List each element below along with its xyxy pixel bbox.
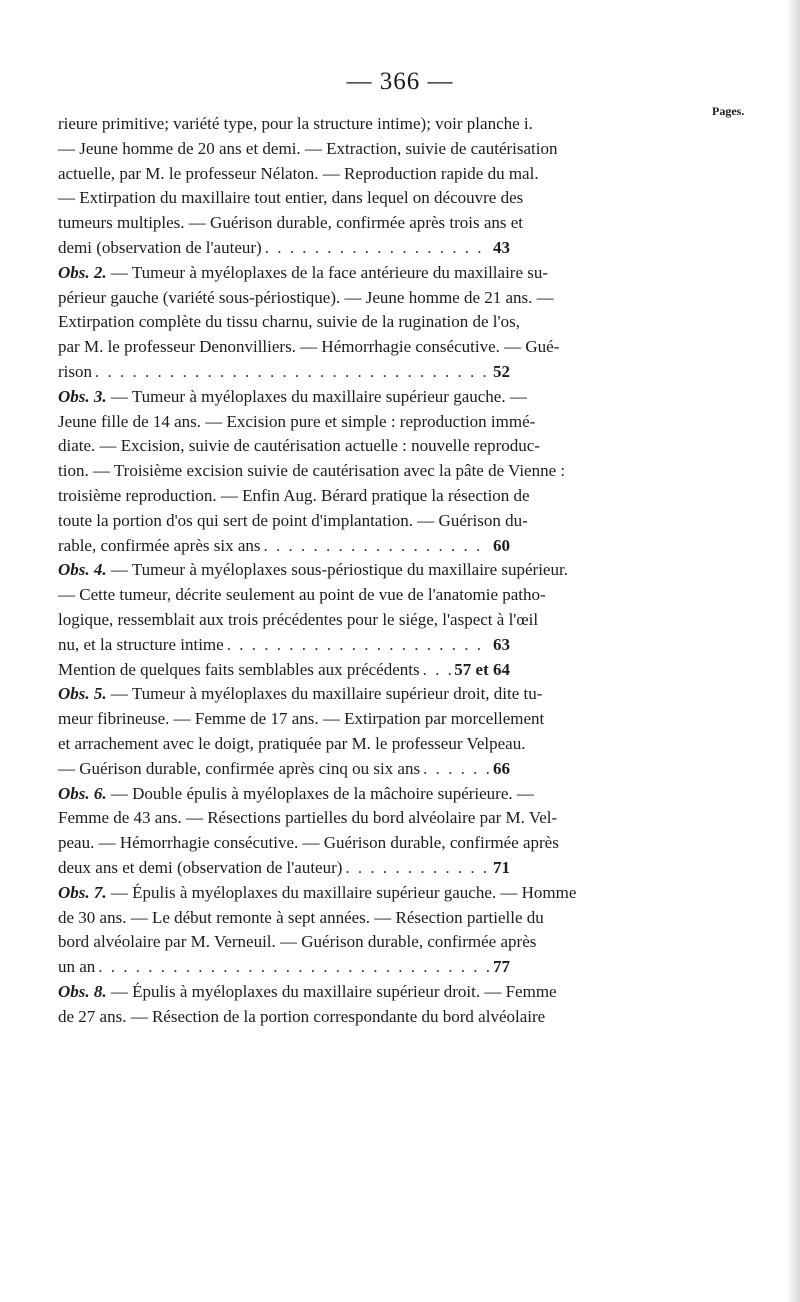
dot-leader	[95, 360, 490, 384]
observation-label: Obs. 6.	[58, 783, 107, 803]
dot-leader	[227, 633, 490, 657]
line-text	[58, 188, 523, 207]
line-body: par M. le professeur Denonvilliers. — Hémorrhagie consécutive. — Gué-	[58, 337, 560, 357]
line-text	[58, 982, 557, 1001]
line-body: tion. — Troisième excision suivie de cautérisation avec la pâte de Vienne :	[58, 461, 566, 481]
line-body: — Tumeur à myéloplaxes sous-périostique du maxillaire supérieur.	[106, 560, 568, 580]
line-body: rable, confirmée après six ans	[58, 535, 261, 555]
line-text	[58, 164, 539, 183]
observation-label: Obs. 3.	[58, 386, 107, 406]
toc-entry-line	[58, 856, 510, 880]
line-body: — Tumeur à myéloplaxes de la face antérieure du maxillaire su-	[106, 262, 549, 282]
text-line	[58, 906, 544, 930]
text-line	[58, 112, 533, 136]
line-body: meur fibrineuse. — Femme de 17 ans. — Extirpation par morcellement	[58, 709, 545, 729]
toc-entry-line	[58, 236, 510, 260]
line-body: périeur gauche (variété sous-périostique). — Jeune homme de 21 ans. —	[58, 287, 554, 307]
dot-leader	[423, 658, 452, 682]
page-reference: 71	[493, 858, 510, 877]
text-line	[58, 459, 566, 483]
toc-entry-line	[58, 534, 510, 558]
line-body: peau. — Hémorrhagie consécutive. — Guérison durable, confirmée après	[58, 833, 559, 853]
line-text	[58, 784, 534, 803]
line-body: un an	[58, 957, 96, 977]
observation-label: Obs. 5.	[58, 684, 107, 704]
dot-leader	[265, 236, 490, 260]
line-text	[58, 337, 559, 356]
toc-entry-line	[58, 360, 510, 384]
text-line	[58, 782, 534, 806]
line-text	[58, 288, 554, 307]
text-line	[58, 806, 558, 830]
line-body: et arrachement avec le doigt, pratiquée par M. le professeur Velpeau.	[58, 734, 526, 753]
line-text	[58, 263, 548, 282]
text-line	[58, 608, 539, 632]
page-reference: 63	[493, 634, 510, 654]
line-body: logique, ressemblait aux trois précédentes pour le siége, l'aspect à l'œil	[58, 610, 539, 629]
text-line	[58, 831, 559, 855]
line-body: Femme de 43 ans. — Résections partielles du bord alvéolaire par M. Vel-	[58, 808, 558, 828]
line-text	[58, 560, 568, 579]
line-text	[58, 461, 565, 480]
text-line	[58, 484, 530, 508]
page-reference: 43	[493, 238, 510, 257]
line-text	[58, 633, 224, 657]
line-body: nu, et la structure intime	[58, 634, 224, 654]
text-line	[58, 509, 528, 533]
line-text	[58, 808, 557, 827]
text-line	[58, 310, 520, 334]
line-text	[58, 312, 520, 331]
line-body: de 27 ans. — Résection de la portion correspondante du bord alvéolaire	[58, 1006, 546, 1026]
line-body: — Cette tumeur, décrite seulement au point de vue de l'anatomie patho-	[58, 585, 546, 605]
toc-entry-line	[58, 757, 510, 781]
pages-column-label: Pages.	[712, 104, 745, 118]
line-text	[58, 610, 538, 629]
dot-leader	[98, 955, 490, 979]
line-text	[58, 236, 262, 260]
line-body: Mention de quelques faits semblables aux précédents	[58, 659, 420, 679]
page-number: — 366 —	[346, 68, 454, 95]
text-line	[58, 335, 560, 359]
text-line	[58, 682, 543, 706]
dot-leader	[345, 856, 490, 880]
line-text	[58, 412, 535, 431]
line-body: bord alvéolaire par M. Verneuil. — Guérison durable, confirmée après	[58, 932, 537, 952]
text-line	[58, 211, 524, 235]
text-line	[58, 286, 554, 310]
page-reference: 57 et 64	[454, 659, 510, 679]
toc-entry-line	[58, 633, 510, 657]
line-body: — Tumeur à myéloplaxes du maxillaire supérieur droit, dite tu-	[106, 684, 543, 704]
line-body: actuelle, par M. le professeur Nélaton. — Reproduction rapide du mal.	[58, 163, 539, 183]
text-line	[58, 162, 539, 186]
line-text	[58, 213, 523, 232]
page-edge-shadow	[786, 0, 800, 1302]
line-body: de 30 ans. — Le début remonte à sept années. — Résection partielle du	[58, 907, 544, 927]
observation-label: Obs. 7.	[58, 882, 107, 902]
line-text	[58, 908, 544, 927]
text-line	[58, 558, 568, 582]
line-text	[58, 757, 420, 781]
page-reference: 60	[493, 535, 510, 555]
text-line	[58, 583, 546, 607]
line-body: diate. — Excision, suivie de cautérisation actuelle : nouvelle reproduc-	[58, 436, 540, 456]
line-text	[58, 387, 527, 406]
line-text	[58, 883, 576, 902]
toc-entry-line	[58, 658, 510, 682]
text-line	[58, 980, 557, 1004]
line-body: toute la portion d'os qui sert de point d'implantation. — Guérison du-	[58, 510, 528, 530]
line-body: Extirpation complète du tissu charnu, suivie de la rugination de l'os,	[58, 312, 520, 332]
line-text	[58, 684, 542, 703]
text-line	[58, 186, 524, 210]
line-text	[58, 932, 536, 951]
line-text	[58, 114, 533, 133]
line-text	[58, 486, 530, 505]
line-body: — Jeune homme de 20 ans et demi. — Extraction, suivie de cautérisation	[58, 138, 558, 158]
line-text	[58, 511, 528, 530]
line-body: tumeurs multiples. — Guérison durable, confirmée après trois ans et	[58, 213, 524, 233]
line-body: — Extirpation du maxillaire tout entier, dans lequel on découvre des	[58, 188, 524, 208]
line-body: Jeune fille de 14 ans. — Excision pure et simple : reproduction immé-	[58, 411, 536, 431]
observation-label: Obs. 8.	[58, 982, 107, 1001]
page-reference: 66	[493, 758, 510, 778]
text-line	[58, 137, 558, 161]
text-line	[58, 261, 549, 285]
line-text	[58, 709, 544, 728]
text-line	[58, 707, 545, 731]
line-body: deux ans et demi (observation de l'auteur)	[58, 858, 343, 877]
line-text	[58, 360, 92, 384]
line-body: rison	[58, 362, 92, 381]
line-body: — Double épulis à myéloplaxes de la mâchoire supérieure. —	[106, 783, 534, 803]
page-reference: 77	[493, 957, 510, 977]
line-body: — Épulis à myéloplaxes du maxillaire supérieur gauche. — Homme	[106, 882, 577, 902]
line-body: — Guérison durable, confirmée après cinq ou six ans	[58, 758, 421, 778]
text-line	[58, 1005, 546, 1029]
line-text	[58, 585, 546, 604]
text-line	[58, 385, 527, 409]
line-text	[58, 658, 420, 682]
dot-leader	[264, 534, 491, 558]
line-body: demi (observation de l'auteur)	[58, 238, 262, 257]
line-text	[58, 734, 525, 753]
line-text	[58, 1007, 545, 1026]
observation-label: Obs. 2.	[58, 262, 107, 282]
text-line	[58, 410, 536, 434]
text-line	[58, 930, 537, 954]
toc-entry-line	[58, 955, 510, 979]
line-body: troisième reproduction. — Enfin Aug. Bérard pratique la résection de	[58, 486, 530, 505]
line-body: rieure primitive; variété type, pour la structure intime); voir planche i.	[58, 114, 533, 133]
line-text	[58, 833, 559, 852]
page-reference: 52	[493, 362, 510, 381]
line-text	[58, 856, 342, 880]
line-text	[58, 139, 557, 158]
dot-leader	[423, 757, 490, 781]
observation-label: Obs. 4.	[58, 560, 107, 580]
text-line	[58, 881, 577, 905]
line-body: — Épulis à myéloplaxes du maxillaire supérieur droit. — Femme	[106, 982, 557, 1001]
line-text	[58, 436, 540, 455]
line-body: — Tumeur à myéloplaxes du maxillaire supérieur gauche. —	[106, 386, 527, 406]
text-line	[58, 732, 526, 756]
line-text	[58, 955, 95, 979]
line-text	[58, 534, 261, 558]
text-line	[58, 434, 540, 458]
